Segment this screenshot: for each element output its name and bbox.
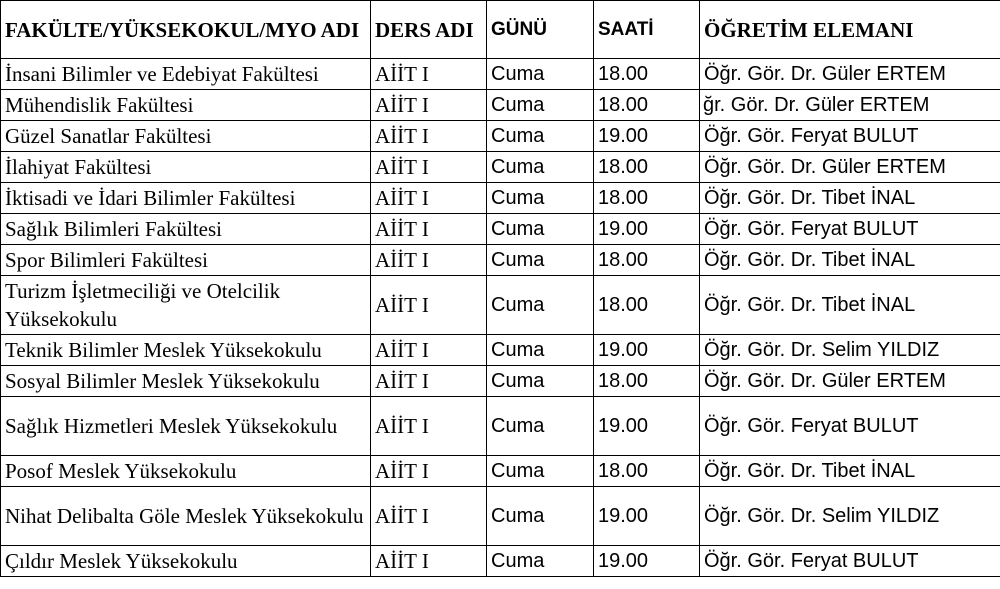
course-cell: AİİT I bbox=[371, 487, 487, 546]
time-cell: 19.00 bbox=[594, 121, 700, 152]
course-cell: AİİT I bbox=[371, 456, 487, 487]
faculty-cell: Posof Meslek Yüksekokulu bbox=[1, 456, 371, 487]
faculty-cell: Güzel Sanatlar Fakültesi bbox=[1, 121, 371, 152]
course-cell: AİİT I bbox=[371, 245, 487, 276]
time-cell: 18.00 bbox=[594, 276, 700, 335]
instructor-cell: Öğr. Gör. Dr. Tibet İNAL bbox=[700, 276, 1000, 335]
day-cell: Cuma bbox=[487, 90, 594, 121]
table-row bbox=[1, 59, 1000, 90]
faculty-cell: Sağlık Bilimleri Fakültesi bbox=[1, 214, 371, 245]
time-cell: 19.00 bbox=[594, 214, 700, 245]
course-cell: AİİT I bbox=[371, 214, 487, 245]
faculty-cell: Sağlık Hizmetleri Meslek Yüksekokulu bbox=[1, 397, 371, 456]
course-cell: AİİT I bbox=[371, 397, 487, 456]
day-cell: Cuma bbox=[487, 335, 594, 366]
time-cell: 18.00 bbox=[594, 366, 700, 397]
time-cell: 18.00 bbox=[594, 183, 700, 214]
table-row bbox=[1, 90, 1000, 121]
instructor-cell: Öğr. Gör. Dr. Tibet İNAL bbox=[700, 245, 1000, 276]
faculty-cell: Sosyal Bilimler Meslek Yüksekokulu bbox=[1, 366, 371, 397]
header-day: GÜNÜ bbox=[487, 1, 594, 59]
time-cell: 19.00 bbox=[594, 397, 700, 456]
table-row bbox=[1, 276, 1000, 335]
header-time: SAATİ bbox=[594, 1, 700, 59]
header-row bbox=[1, 1, 1000, 59]
day-cell: Cuma bbox=[487, 546, 594, 577]
instructor-cell: Öğr. Gör. Dr. Selim YILDIZ bbox=[700, 335, 1000, 366]
table-row bbox=[1, 152, 1000, 183]
time-cell: 18.00 bbox=[594, 90, 700, 121]
course-cell: AİİT I bbox=[371, 59, 487, 90]
table-row bbox=[1, 487, 1000, 546]
faculty-cell: Çıldır Meslek Yüksekokulu bbox=[1, 546, 371, 577]
instructor-cell: ğr. Gör. Dr. Güler ERTEM bbox=[700, 90, 1000, 121]
faculty-cell: Turizm İşletmeciliği ve Otelcilik Yüksekokulu bbox=[1, 276, 371, 335]
table-row bbox=[1, 121, 1000, 152]
time-cell: 19.00 bbox=[594, 546, 700, 577]
table-row bbox=[1, 245, 1000, 276]
instructor-cell: Öğr. Gör. Dr. Tibet İNAL bbox=[700, 183, 1000, 214]
time-cell: 18.00 bbox=[594, 152, 700, 183]
table-row bbox=[1, 335, 1000, 366]
table-row bbox=[1, 546, 1000, 577]
day-cell: Cuma bbox=[487, 121, 594, 152]
course-cell: AİİT I bbox=[371, 366, 487, 397]
time-cell: 18.00 bbox=[594, 456, 700, 487]
table-row bbox=[1, 366, 1000, 397]
day-cell: Cuma bbox=[487, 152, 594, 183]
header-course: DERS ADI bbox=[371, 1, 487, 59]
day-cell: Cuma bbox=[487, 366, 594, 397]
day-cell: Cuma bbox=[487, 214, 594, 245]
header-instructor: ÖĞRETİM ELEMANI bbox=[700, 1, 1000, 59]
instructor-cell: Öğr. Gör. Dr. Güler ERTEM bbox=[700, 59, 1000, 90]
faculty-cell: Mühendislik Fakültesi bbox=[1, 90, 371, 121]
table-row bbox=[1, 397, 1000, 456]
table-row bbox=[1, 214, 1000, 245]
course-cell: AİİT I bbox=[371, 546, 487, 577]
day-cell: Cuma bbox=[487, 276, 594, 335]
instructor-cell: Öğr. Gör. Feryat BULUT bbox=[700, 214, 1000, 245]
faculty-cell: İnsani Bilimler ve Edebiyat Fakültesi bbox=[1, 59, 371, 90]
day-cell: Cuma bbox=[487, 487, 594, 546]
instructor-cell: Öğr. Gör. Dr. Güler ERTEM bbox=[700, 366, 1000, 397]
instructor-cell: Öğr. Gör. Feryat BULUT bbox=[700, 397, 1000, 456]
day-cell: Cuma bbox=[487, 59, 594, 90]
faculty-cell: Nihat Delibalta Göle Meslek Yüksekokulu bbox=[1, 487, 371, 546]
time-cell: 19.00 bbox=[594, 487, 700, 546]
day-cell: Cuma bbox=[487, 245, 594, 276]
faculty-cell: Spor Bilimleri Fakültesi bbox=[1, 245, 371, 276]
table-row bbox=[1, 183, 1000, 214]
course-cell: AİİT I bbox=[371, 121, 487, 152]
time-cell: 18.00 bbox=[594, 59, 700, 90]
faculty-cell: İlahiyat Fakültesi bbox=[1, 152, 371, 183]
instructor-cell: Öğr. Gör. Feryat BULUT bbox=[700, 121, 1000, 152]
instructor-cell: Öğr. Gör. Dr. Selim YILDIZ bbox=[700, 487, 1000, 546]
course-cell: AİİT I bbox=[371, 276, 487, 335]
course-cell: AİİT I bbox=[371, 183, 487, 214]
course-cell: AİİT I bbox=[371, 335, 487, 366]
time-cell: 18.00 bbox=[594, 245, 700, 276]
header-faculty: FAKÜLTE/YÜKSEKOKUL/MYO ADI bbox=[1, 1, 371, 59]
time-cell: 19.00 bbox=[594, 335, 700, 366]
course-cell: AİİT I bbox=[371, 90, 487, 121]
faculty-cell: Teknik Bilimler Meslek Yüksekokulu bbox=[1, 335, 371, 366]
day-cell: Cuma bbox=[487, 183, 594, 214]
instructor-cell: Öğr. Gör. Feryat BULUT bbox=[700, 546, 1000, 577]
instructor-cell: Öğr. Gör. Dr. Güler ERTEM bbox=[700, 152, 1000, 183]
instructor-cell: Öğr. Gör. Dr. Tibet İNAL bbox=[700, 456, 1000, 487]
day-cell: Cuma bbox=[487, 456, 594, 487]
course-cell: AİİT I bbox=[371, 152, 487, 183]
faculty-cell: İktisadi ve İdari Bilimler Fakültesi bbox=[1, 183, 371, 214]
table-row bbox=[1, 456, 1000, 487]
day-cell: Cuma bbox=[487, 397, 594, 456]
